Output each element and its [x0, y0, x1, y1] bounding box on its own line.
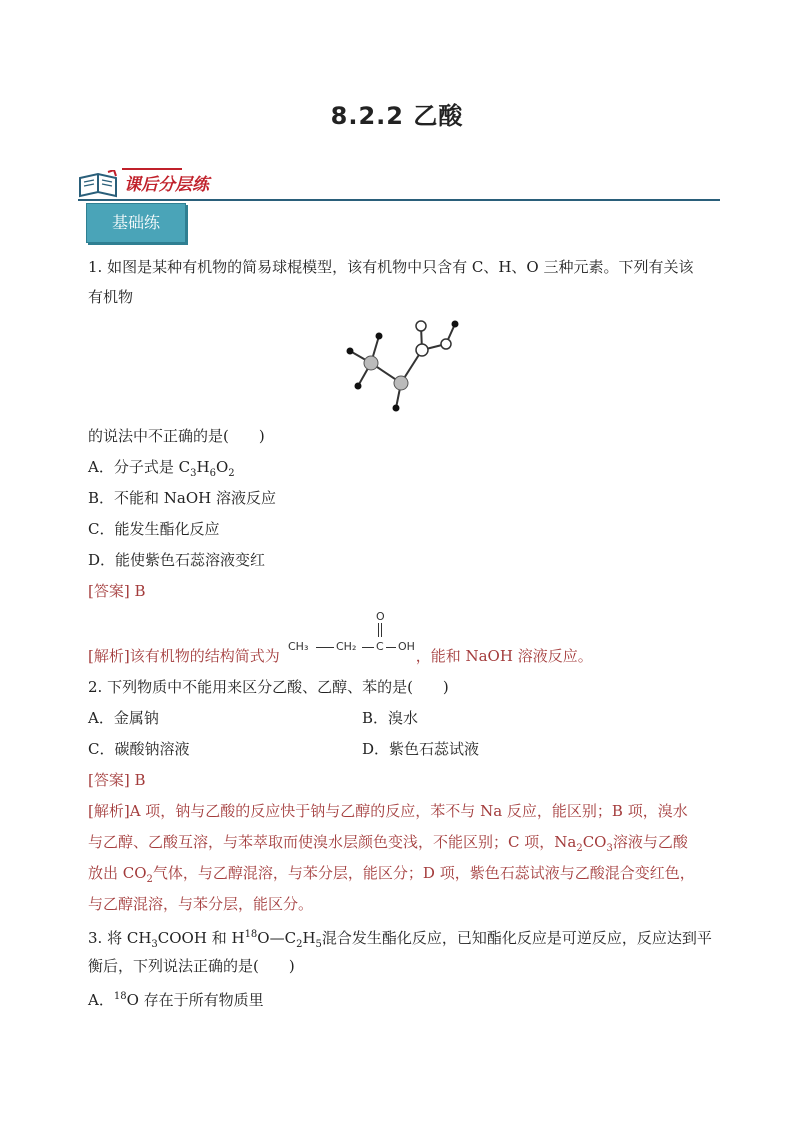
q1-stem: 的说法中不正确的是( ) — [88, 427, 265, 445]
q2-analysis-1: [解析]A 项，钠与乙酸的反应快于钠与乙醇的反应，苯不与 Na 反应，能区别；B 项，溴水 — [88, 802, 688, 820]
q3-stem-2: 衡后，下列说法正确的是( ) — [88, 957, 295, 975]
q2-analysis-3: 放出 $CO_2$气体，与乙醇混溶，与苯分层，能区分；D 项，紫色石蕊试液与乙酸混合变红色， — [88, 864, 695, 885]
ball-stick-model — [338, 316, 478, 416]
section-header — [78, 168, 720, 202]
q1-option-c: C．能发生酯化反应 — [88, 520, 220, 538]
q1-option-d: D．能使紫色石蕊溶液变红 — [88, 551, 266, 569]
q3-option-a: A．$^{18}$O 存在于所有物质里 — [88, 991, 264, 1009]
q1-line1: 1. 如图是某种有机物的简易球棍模型，该有机物中只含有 C、H、O 三种元素。下列有关该 — [88, 258, 694, 276]
q1-option-b: B．不能和 NaOH 溶液反应 — [88, 489, 277, 507]
q1-analysis: [解析]该有机物的结构简式为 ，能和 NaOH 溶液反应。 — [88, 647, 593, 665]
q1-option-a: A．分子式是 $C_3H_6O_2$ — [88, 458, 235, 479]
q2-answer: [答案] B — [88, 771, 146, 789]
q1-answer: [答案] B — [88, 582, 146, 600]
q2-option-a: A．金属钠 — [88, 709, 159, 727]
q2-analysis-4: 与乙醇混溶，与苯分层，能区分。 — [88, 895, 314, 913]
page-title: 8.2.2 乙酸 — [330, 102, 464, 130]
section-label: 课后分层练 — [124, 175, 209, 195]
q1-line2: 有机物 — [88, 288, 134, 306]
q2-option-b: B．溴水 — [362, 709, 419, 727]
q2-stem: 2. 下列物质中不能用来区分乙酸、乙醇、苯的是( ) — [88, 678, 449, 696]
q2-option-c: C．碳酸钠溶液 — [88, 740, 190, 758]
tab-basic-practice[interactable]: 基础练 — [86, 203, 186, 243]
q2-option-d: D．紫色石蕊试液 — [362, 740, 480, 758]
q2-analysis-2: 与乙醇、乙酸互溶，与苯萃取而使溴水层颜色变浅，不能区别；C 项，$Na_2CO_3$溶液与乙酸 — [88, 833, 688, 854]
book-icon — [78, 170, 118, 200]
q3-stem-1: 3. 将 $CH_3COOH$ 和 $H^{18}O—C_2H_5$混合发生酯化反应，已知酯化反应是可逆反应，反应达到平 — [88, 929, 712, 950]
structural-formula: O CH₃ CH₂ C OH — [288, 610, 415, 653]
